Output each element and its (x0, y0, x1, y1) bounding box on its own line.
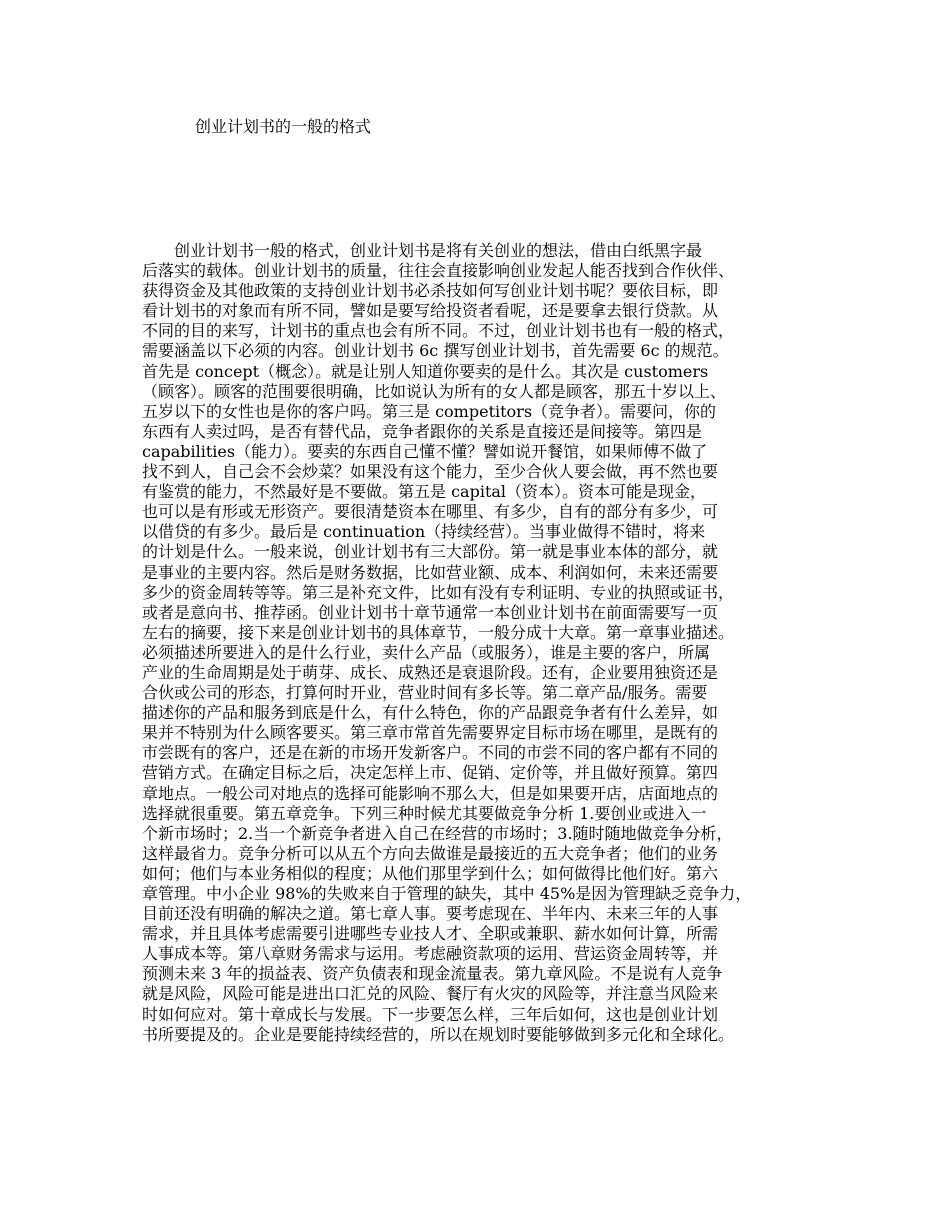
body-text-line: 也可以是有形或无形资产。要很清楚资本在哪里、有多少，自有的部分有多少，可 (142, 502, 719, 522)
body-text-line: 这样最省力。竞争分析可以从五个方向去做谁是最接近的五大竞争者；他们的业务 (142, 843, 719, 863)
body-text-line: 需求，并且具体考虑需要引进哪些专业技人才、全职或兼职、薪水如何计算，所需 (142, 924, 719, 944)
body-text-line: 合伙或公司的形态，打算何时开业，营业时间有多长等。第二章产品/服务。需要 (142, 683, 708, 703)
body-text-line: 如何；他们与本业务相似的程度；从他们那里学到什么；如何做得比他们好。第六 (142, 863, 719, 883)
document-title: 创业计划书的一般的格式 (195, 117, 372, 136)
body-text-line: 看计划书的对象而有所不同，譬如是要写给投资者看呢，还是要拿去银行贷款。从 (142, 301, 719, 321)
body-text-line: （顾客）。顾客的范围要很明确，比如说认为所有的女人都是顾客，那五十岁以上、 (142, 381, 727, 401)
body-text-line: 市尝既有的客户，还是在新的市场开发新客户。不同的市尝不同的客户都有不同的 (142, 743, 719, 763)
body-text-line: 章管理。中小企业 98%的失败来自于管理的缺失，其中 45%是因为管理缺乏竞争力， (142, 884, 752, 903)
body-text-line: 不同的目的来写，计划书的重点也会有所不同。不过，创业计划书也有一般的格式， (142, 321, 735, 341)
body-text-line: 左右的摘要，接下来是创业计划书的具体章节，一般分成十大章。第一章事业描述。 (142, 622, 735, 642)
body-text-line: 首先是 concept（概念）。就是让别人知道你要卖的是什么。其次是 customers (142, 361, 709, 381)
body-text-line: 需要涵盖以下必须的内容。创业计划书 6c 撰写创业计划书，首先需要 6c 的规范。 (142, 341, 729, 361)
body-text-line: 描述你的产品和服务到底是什么，有什么特色，你的产品跟竞争者有什么差异，如 (142, 703, 719, 723)
body-text-line: 时如何应对。第十章成长与发展。下一步要怎么样，三年后如何，这也是创业计划 (142, 1004, 719, 1024)
body-text-line: 创业计划书一般的格式，创业计划书是将有关创业的想法，借由白纸黑字最 (142, 241, 703, 260)
body-text-line: 或者是意向书、推荐函。创业计划书十章节通常一本创业计划书在前面需要写一页 (142, 602, 719, 622)
body-text-line: 就是风险，风险可能是进出口汇兑的风险、餐厅有火灾的风险等，并注意当风险来 (142, 984, 719, 1004)
body-text-line: 必须描述所要进入的是什么行业，卖什么产品（或服务），谁是主要的客户，所属 (142, 642, 711, 662)
body-text-line: 选择就很重要。第五章竞争。下列三种时候尤其要做竞争分析 1.要创业或进入一 (142, 803, 707, 823)
body-text-line: 营销方式。在确定目标之后，决定怎样上市、促销、定价等，并且做好预算。第四 (142, 763, 719, 783)
body-text-line: 人事成本等。第八章财务需求与运用。考虑融资款项的运用、营运资金周转等，并 (142, 944, 719, 964)
body-text-line: 有鉴赏的能力，不然最好是不要做。第五是 capital（资本）。资本可能是现金， (142, 482, 707, 502)
body-text-line: 章地点。一般公司对地点的选择可能影响不那么大，但是如果要开店，店面地点的 (142, 783, 719, 803)
body-text-line: 产业的生命周期是处于萌芽、成长、成熟还是衰退阶段。还有，企业要用独资还是 (142, 662, 719, 682)
body-text-line: 个新市场时；2.当一个新竞争者进入自己在经营的市场时；3.随时随地做竞争分析， (142, 823, 733, 843)
body-text-line: 预测未来 3 年的损益表、资产负债表和现金流量表。第九章风险。不是说有人竞争 (142, 964, 723, 984)
body-text-line: capabilities（能力）。要卖的东西自己懂不懂？譬如说开餐馆，如果师傅不做了 (142, 441, 708, 461)
body-text-line: 东西有人卖过吗，是否有替代品，竞争者跟你的关系是直接还是间接等。第四是 (142, 421, 703, 441)
body-text-line: 的计划是什么。一般来说，创业计划书有三大部份。第一就是事业本体的部分，就 (142, 542, 719, 562)
body-text-line: 多少的资金周转等等。第三是补充文件，比如有没有专利证明、专业的执照或证书， (142, 582, 735, 602)
body-text-line: 果并不特别为什么顾客要买。第三章市常首先需要界定目标市场在哪里，是既有的 (142, 723, 719, 743)
body-text-line: 五岁以下的女性也是你的客户吗。第三是 competitors（竞争者）。需要问，你的 (142, 401, 717, 421)
body-text-line: 是事业的主要内容。然后是财务数据，比如营业额、成本、利润如何，未来还需要 (142, 562, 719, 582)
body-text-line: 以借贷的有多少。最后是 continuation（持续经营）。当事业做得不错时，将来 (142, 522, 706, 542)
body-text-line: 书所要提及的。企业是要能持续经营的，所以在规划时要能够做到多元化和全球化。 (142, 1024, 735, 1044)
body-text-line: 目前还没有明确的解决之道。第七章人事。要考虑现在、半年内、未来三年的人事 (142, 904, 719, 924)
document-body (142, 241, 832, 1045)
body-text-line: 后落实的载体。创业计划书的质量，往往会直接影响创业发起人能否找到合作伙伴、 (142, 261, 735, 281)
body-text-line: 获得资金及其他政策的支持创业计划书必杀技如何写创业计划书呢？要依目标，即 (142, 281, 719, 301)
body-text-line: 找不到人，自己会不会炒菜？如果没有这个能力，至少合伙人要会做，再不然也要 (142, 462, 719, 482)
